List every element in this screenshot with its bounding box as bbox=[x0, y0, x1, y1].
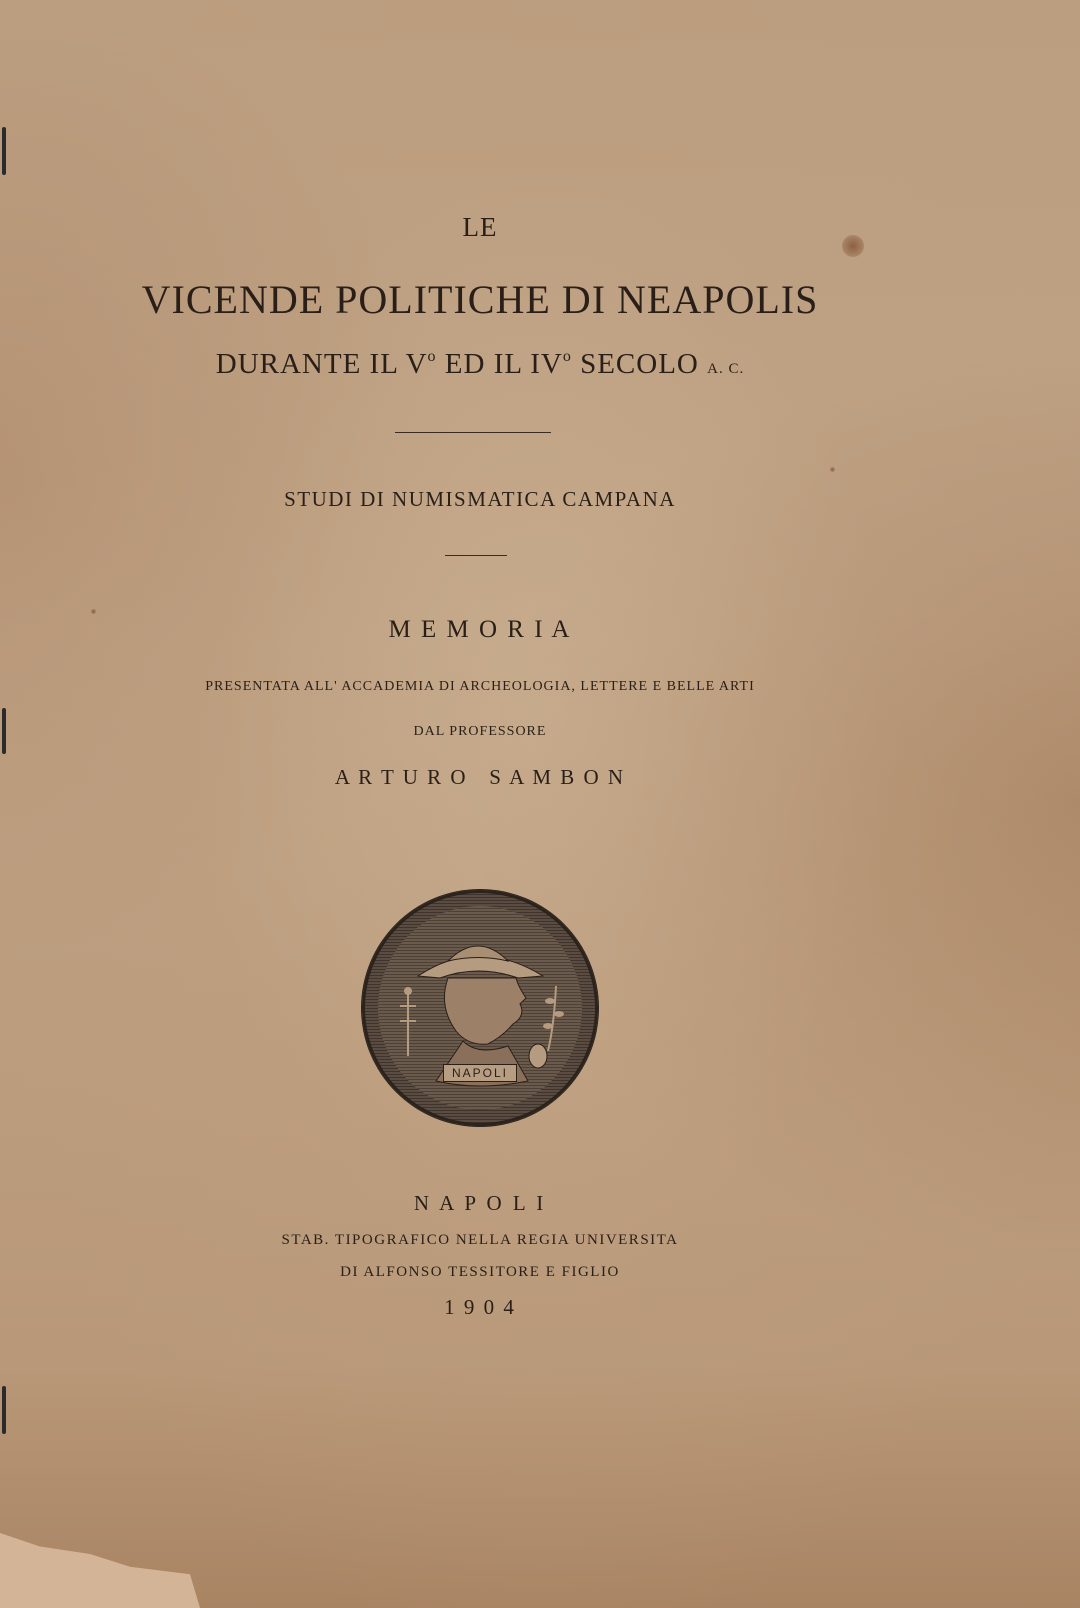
torn-corner bbox=[0, 1533, 200, 1608]
printer-line-1: STAB. TIPOGRAFICO NELLA REGIA UNIVERSITA bbox=[281, 1232, 679, 1248]
coin-medallion bbox=[362, 890, 598, 1126]
paper-speck bbox=[91, 609, 96, 614]
staple-bottom bbox=[2, 1386, 6, 1434]
title-article: LE bbox=[462, 212, 498, 242]
presented-to: PRESENTATA ALL' ACCADEMIA DI ARCHEOLOGIA, LETTERE E BELLE ARTI bbox=[205, 679, 755, 694]
series-title: STUDI DI NUMISMATICA CAMPANA bbox=[284, 487, 676, 511]
staple-top bbox=[2, 127, 6, 175]
subtitle-era: A. C. bbox=[707, 361, 745, 377]
printer-line-2: DI ALFONSO TESSITORE E FIGLIO bbox=[340, 1264, 620, 1280]
coin-inscription: NAPOLI bbox=[443, 1064, 517, 1082]
genre-label: M E M O R I A bbox=[388, 616, 572, 643]
title: VICENDE POLITICHE DI NEAPOLIS bbox=[141, 277, 819, 322]
place-of-publication: N A P O L I bbox=[413, 1191, 547, 1215]
publication-year: 1 9 0 4 bbox=[444, 1295, 516, 1319]
divider-rule-short bbox=[445, 555, 507, 556]
paper-speck bbox=[830, 467, 835, 472]
subtitle-main: DURANTE IL V bbox=[215, 348, 428, 380]
by-line: DAL PROFESSORE bbox=[413, 724, 547, 739]
coin-face bbox=[378, 906, 582, 1110]
subtitle-sup-2: o bbox=[562, 348, 572, 365]
subtitle-mid: ED IL IV bbox=[436, 348, 563, 380]
subtitle-end: SECOLO bbox=[571, 348, 708, 380]
divider-rule-long bbox=[395, 432, 551, 433]
subtitle-sup-1: o bbox=[427, 348, 437, 365]
subtitle bbox=[0, 348, 960, 381]
author: A R T U R O S A M B O N bbox=[334, 765, 626, 789]
